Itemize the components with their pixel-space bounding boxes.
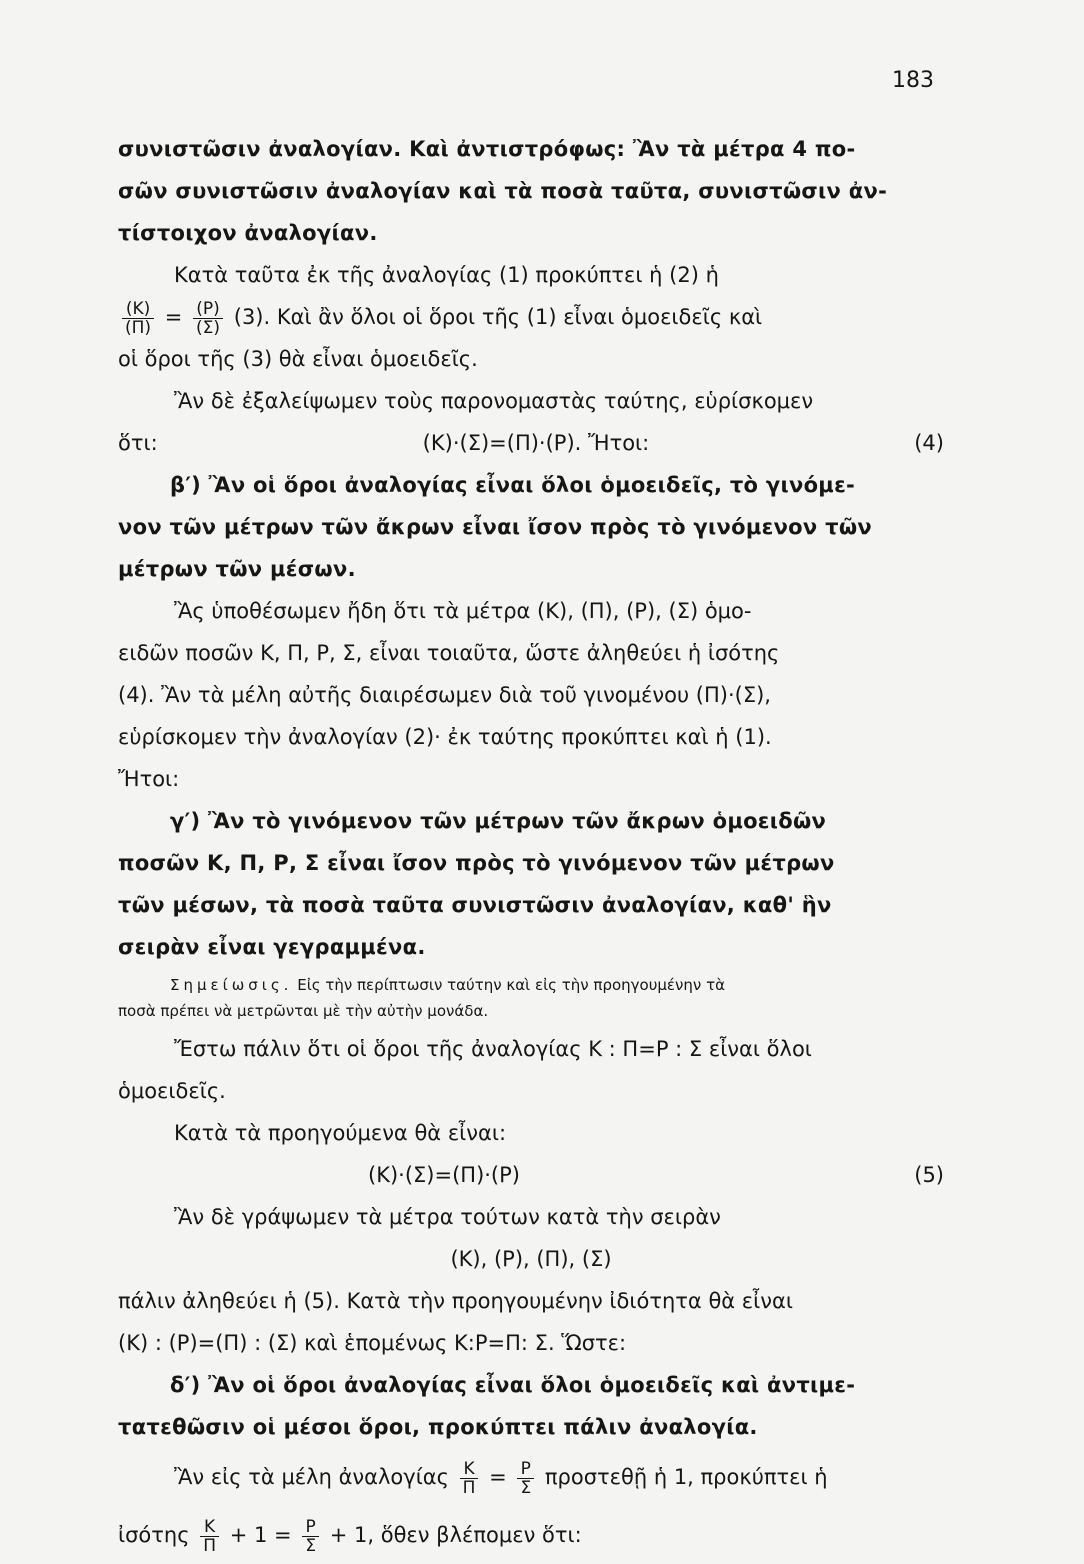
text-segment: (3). Καὶ ἂν ὅλοι οἱ ὅροι τῆς (1) εἶναι ὁμοειδεῖς καὶ: [233, 305, 763, 329]
text-line: Ἔστω πάλιν ὅτι οἱ ὅροι τῆς ἀναλογίας Κ : Π=Ρ : Σ εἶναι ὅλοι: [174, 1037, 812, 1061]
text-line: τῶν μέσων, τὰ ποσὰ ταῦτα συνιστῶσιν ἀναλογίαν, καθ' ἣν: [118, 893, 832, 917]
denominator: (Σ): [196, 317, 221, 338]
equals-sign: =: [489, 1465, 507, 1489]
text-segment: ἰσότης: [118, 1523, 190, 1547]
text-line: ὁμοειδεῖς.: [118, 1079, 226, 1103]
numerator: (Ρ): [193, 300, 223, 319]
text-line: μέτρων τῶν μέσων.: [118, 557, 356, 581]
equation-number: (5): [914, 1163, 944, 1187]
denominator: Σ: [520, 1477, 532, 1498]
equals-sign: =: [164, 305, 183, 329]
fraction: [460, 1460, 479, 1497]
text-segment: ὅτι:: [118, 431, 158, 455]
fraction: [193, 300, 223, 337]
note-text: Εἰς τὴν περίπτωσιν ταύτην καὶ εἰς τὴν προηγουμένην τὰ: [297, 976, 725, 994]
denominator: Π: [462, 1477, 476, 1498]
page-number: 183: [892, 68, 934, 93]
fraction: [122, 300, 154, 337]
text-segment: + 1, ὅθεν βλέπομεν ὅτι:: [329, 1523, 582, 1547]
text-line: σῶν συνιστῶσιν ἀναλογίαν καὶ τὰ ποσὰ ταῦτα, συνιστῶσιν ἀν-: [118, 179, 888, 203]
equation: (Κ)·(Σ)=(Π)·(Ρ): [368, 1163, 520, 1187]
text-line: τίστοιχον ἀναλογίαν.: [118, 221, 378, 245]
fraction: [200, 1518, 219, 1555]
numerator: Κ: [460, 1460, 479, 1479]
text-line: οἱ ὅροι τῆς (3) θὰ εἶναι ὁμοειδεῖς.: [118, 347, 478, 371]
text-segment: Ἂν εἰς τὰ μέλη ἀναλογίας: [174, 1465, 449, 1489]
equation-number: (4): [914, 431, 944, 455]
denominator: Π: [203, 1535, 217, 1556]
text-line: τατεθῶσιν οἱ μέσοι ὅροι, προκύπτει πάλιν ἀναλογία.: [118, 1415, 758, 1439]
text-line: νον τῶν μέτρων τῶν ἄκρων εἶναι ἴσον πρὸς τὸ γινόμενον τῶν: [118, 515, 872, 539]
text-line: Ἂς ὑποθέσωμεν ἤδη ὅτι τὰ μέτρα (Κ), (Π), (Ρ), (Σ) ὁμο-: [174, 599, 752, 623]
numerator: Κ: [200, 1518, 219, 1537]
note-line: [118, 972, 944, 998]
text-line: Κατὰ τὰ προηγούμενα θὰ εἶναι:: [174, 1121, 507, 1145]
text-line: Κατὰ ταῦτα ἐκ τῆς ἀναλογίας (1) προκύπτει ἡ (2) ἡ: [174, 263, 719, 287]
equation-line-5: [118, 1154, 944, 1196]
text-line: δ′) Ἂν οἱ ὅροι ἀναλογίας εἶναι ὅλοι ὁμοειδεῖς καὶ ἀντιμε-: [170, 1373, 856, 1397]
formula-line-3: [118, 296, 944, 338]
note-line: ποσὰ πρέπει νὰ μετρῶνται μὲ τὴν αὐτὴν μονάδα.: [118, 1002, 489, 1020]
denominator: Σ: [305, 1535, 317, 1556]
text-line: γ′) Ἂν τὸ γινόμενον τῶν μέτρων τῶν ἄκρων ὁμοειδῶν: [170, 809, 827, 833]
text-line: (Κ), (Ρ), (Π), (Σ): [450, 1247, 612, 1271]
text-line: Ἤτοι:: [118, 767, 180, 791]
text-line: Ἂν δὲ ἐξαλείψωμεν τοὺς παρονομαστὰς ταύτης, εὑρίσκομεν: [174, 389, 814, 413]
text-segment: προστεθῇ ἡ 1, προκύπτει ἡ: [544, 1465, 828, 1489]
formula-line-k-p: [118, 1448, 944, 1506]
text-line: β′) Ἂν οἱ ὅροι ἀναλογίας εἶναι ὅλοι ὁμοειδεῖς, τὸ γινόμε-: [170, 473, 856, 497]
text-line: εὑρίσκομεν τὴν ἀναλογίαν (2)· ἐκ ταύτης προκύπτει καὶ ἡ (1).: [118, 725, 772, 749]
text-line: ποσῶν Κ, Π, Ρ, Σ εἶναι ἴσον πρὸς τὸ γινόμενον τῶν μέτρων: [118, 851, 835, 875]
numerator: Ρ: [517, 1460, 534, 1479]
fraction: [517, 1460, 534, 1497]
text-segment: + 1 =: [229, 1523, 292, 1547]
equation-line-4: [118, 422, 944, 464]
text-line: Ἂν δὲ γράψωμεν τὰ μέτρα τούτων κατὰ τὴν σειρὰν: [174, 1205, 721, 1229]
text-line: σειρὰν εἶναι γεγραμμένα.: [118, 935, 426, 959]
denominator: (Π): [125, 317, 152, 338]
numerator: Ρ: [302, 1518, 319, 1537]
numerator: (Κ): [122, 300, 154, 319]
equation: (Κ)·(Σ)=(Π)·(Ρ). Ἤτοι:: [422, 431, 650, 455]
note-label: Σημείωσις.: [170, 976, 293, 994]
text-line: πάλιν ἀληθεύει ἡ (5). Κατὰ τὴν προηγουμένην ἰδιότητα θὰ εἶναι: [118, 1289, 793, 1313]
fraction: [302, 1518, 319, 1555]
text-line: (4). Ἂν τὰ μέλη αὐτῆς διαιρέσωμεν διὰ τοῦ γινομένου (Π)·(Σ),: [118, 683, 771, 707]
text-line: (Κ) : (Ρ)=(Π) : (Σ) καὶ ἑπομένως Κ:Ρ=Π: Σ. Ὥστε:: [118, 1331, 627, 1355]
formula-line-isotis: [118, 1506, 944, 1564]
text-line: συνιστῶσιν ἀναλογίαν. Καὶ ἀντιστρόφως: Ἂν τὰ μέτρα 4 πο-: [118, 137, 856, 161]
text-body: [118, 128, 944, 1564]
text-line: ειδῶν ποσῶν Κ, Π, Ρ, Σ, εἶναι τοιαῦτα, ὥστε ἀληθεύει ἡ ἰσότης: [118, 641, 780, 665]
